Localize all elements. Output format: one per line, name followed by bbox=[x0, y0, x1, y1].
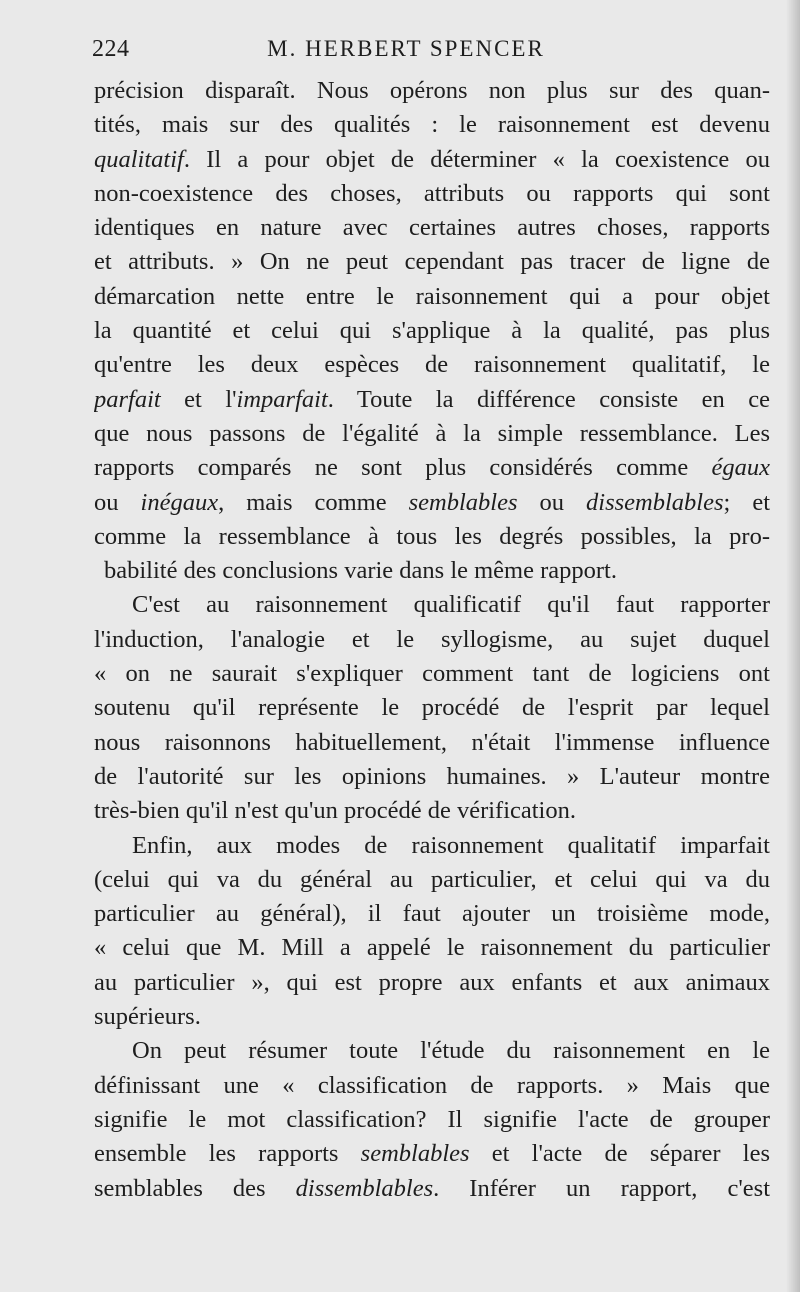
text-line: de l'autorité sur les opinions humaines. » L'auteur montre bbox=[94, 762, 770, 790]
text-line: identiques en nature avec certaines autres choses, rapports bbox=[94, 214, 770, 242]
body-text bbox=[94, 74, 770, 1206]
text-line: définissant une « classification de rapports. » Mais que bbox=[94, 1071, 770, 1099]
text-line: supérieurs. bbox=[94, 1003, 201, 1031]
running-title: M. HERBERT SPENCER bbox=[267, 36, 545, 61]
text-line-with-italic: ou inégaux, mais comme semblables ou dissemblables; et bbox=[94, 488, 770, 516]
italic-term: dissemblables bbox=[295, 1174, 434, 1202]
italic-term: inégaux bbox=[140, 488, 219, 516]
text-line: non-coexistence des choses, attributs ou rapports qui sont bbox=[94, 179, 770, 207]
text-line-with-italic: ensemble les rapports semblables et l'acte de séparer les bbox=[94, 1140, 770, 1168]
text-line: « celui que M. Mill a appelé le raisonnement du particulier bbox=[94, 934, 770, 962]
text-line: qu'entre les deux espèces de raisonnement qualitatif, le bbox=[94, 351, 770, 379]
text-line: démarcation nette entre le raisonnement qui a pour objet bbox=[94, 282, 770, 310]
italic-term: dissemblables bbox=[586, 488, 724, 516]
italic-term: parfait bbox=[94, 385, 161, 413]
text-line: On peut résumer toute l'étude du raisonnement en le bbox=[132, 1037, 770, 1065]
italic-term: qualitatif bbox=[94, 145, 184, 173]
text-line-with-italic bbox=[94, 143, 770, 177]
text-line: C'est au raisonnement qualificatif qu'il faut rapporter bbox=[132, 591, 770, 619]
page-number: 224 bbox=[92, 36, 130, 62]
running-head bbox=[92, 36, 760, 66]
text-line: l'induction, l'analogie et le syllogisme, au sujet duquel bbox=[94, 625, 770, 653]
text-line: « on ne saurait s'expliquer comment tant de logiciens ont bbox=[94, 660, 770, 688]
italic-term: semblables bbox=[408, 488, 518, 516]
text-line: nous raisonnons habituellement, n'était l'immense influence bbox=[94, 728, 770, 756]
text-line: au particulier », qui est propre aux enfants et aux animaux bbox=[94, 968, 770, 996]
text-line: (celui qui va du général au particulier, et celui qui va du bbox=[94, 865, 770, 893]
text-line: particulier au général), il faut ajouter un troisième mode, bbox=[94, 900, 770, 928]
text-line: précision disparaît. Nous opérons non plus sur des quan- bbox=[94, 77, 770, 104]
italic-term: imparfait bbox=[236, 385, 328, 413]
text-line: et attributs. » On ne peut cependant pas tracer de ligne de bbox=[94, 248, 770, 276]
text-line: la quantité et celui qui s'applique à la qualité, pas plus bbox=[94, 317, 770, 345]
text-line: Enfin, aux modes de raisonnement qualitatif imparfait bbox=[132, 831, 770, 859]
text-line: très-bien qu'il n'est qu'un procédé de vérification. bbox=[94, 797, 576, 825]
text-line: babilité des conclusions varie dans le même rapport. bbox=[104, 557, 617, 585]
text-line-with-italic: parfait et l'imparfait. Toute la différence consiste en ce bbox=[94, 385, 770, 413]
text-fragment: . Il a pour objet de déterminer « la coexistence ou bbox=[183, 145, 770, 173]
text-line: tités, mais sur des qualités : le raisonnement est devenu bbox=[94, 111, 770, 139]
text-line: signifie le mot classification? Il signifie l'acte de grouper bbox=[94, 1105, 770, 1133]
text-line: comme la ressemblance à tous les degrés possibles, la pro- bbox=[94, 522, 770, 550]
text-line: soutenu qu'il représente le procédé de l'esprit par lequel bbox=[94, 694, 770, 722]
italic-term: égaux bbox=[711, 454, 770, 482]
text-line-with-italic: semblables des dissemblables. Inférer un rapport, c'est bbox=[94, 1174, 770, 1202]
text-line-with-italic: rapports comparés ne sont plus considérés comme égaux bbox=[94, 454, 770, 482]
italic-term: semblables bbox=[360, 1140, 470, 1168]
text-line: que nous passons de l'égalité à la simple ressemblance. Les bbox=[94, 419, 770, 447]
